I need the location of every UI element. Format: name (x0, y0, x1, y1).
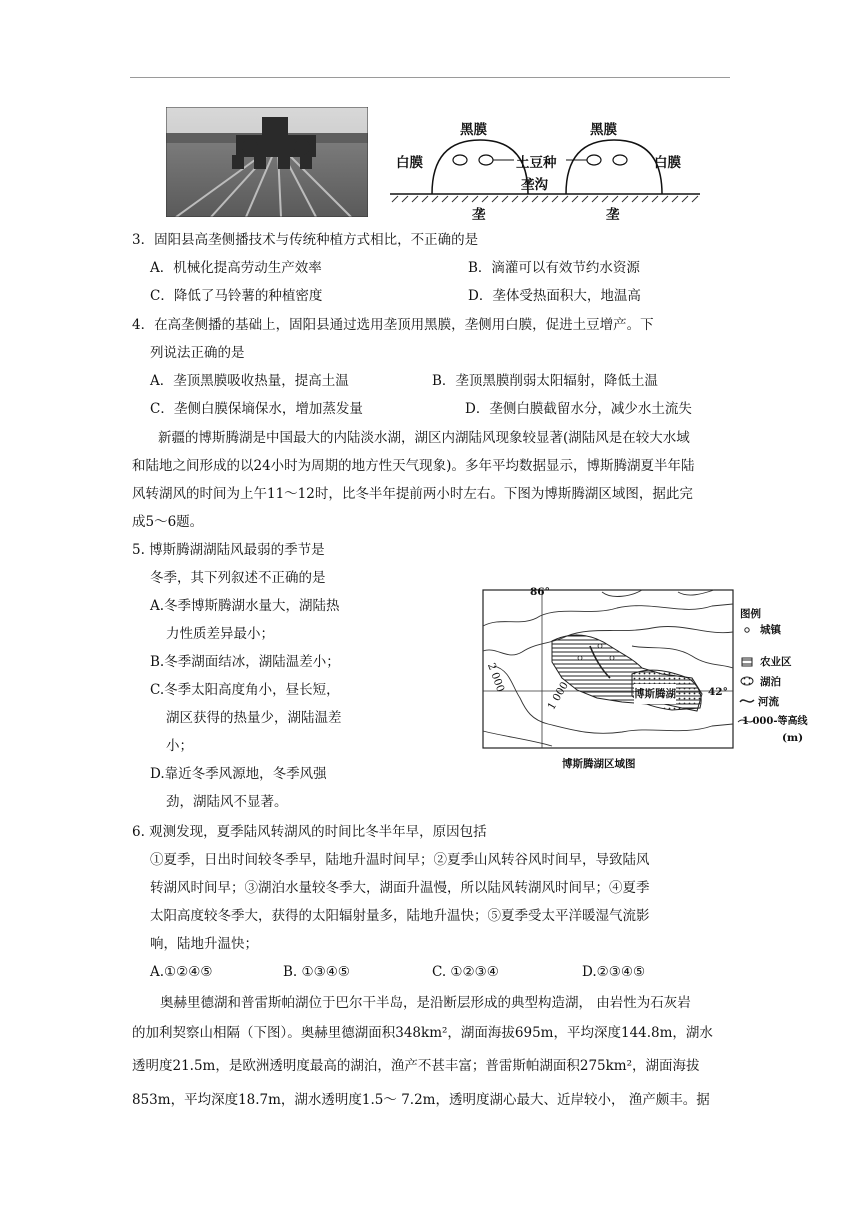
label-potato-seed: 土豆种 (516, 155, 557, 171)
q4-stem-line2: 列说法正确的是 (150, 345, 245, 361)
q6-option-b: B. ①③④⑤ (283, 964, 350, 980)
label-ridge-left: 垄 (472, 207, 486, 223)
map-longitude-label: 86° (530, 586, 550, 598)
legend-lake: 湖泊 (760, 676, 781, 688)
q5-option-c-line1: C.冬季太阳高度角小，昼长短， (150, 682, 340, 698)
label-black-film-right: 黑膜 (590, 122, 617, 138)
q5-option-c-line2: 湖区获得的热量少，湖陆温差 (166, 710, 342, 726)
contour-label-2000: 2 000 (484, 661, 507, 694)
q6-option-d: D.②③④⑤ (582, 964, 646, 980)
passage1-line4: 成5～6题。 (132, 514, 204, 530)
q5-stem-line1: 5. 博斯腾湖湖陆风最弱的季节是 (132, 542, 325, 558)
lake-name-label: 博斯腾湖 (634, 684, 676, 704)
q5-option-d-line2: 劲，湖陆风不显著。 (166, 794, 288, 810)
q5-option-a-line1: A.冬季博斯腾湖水量大，湖陆热 (150, 598, 340, 614)
q6-option-c: C. ①②③④ (432, 964, 499, 980)
q4-option-d: D．垄侧白膜截留水分，减少水土流失 (465, 401, 692, 417)
q6-statement-line2: 转湖风时间早；③湖泊水量较冬季大，湖面升温慢，所以陆风转湖风时间早；④夏季 (150, 880, 650, 896)
q3-stem: 3．固阳县高垄侧播技术与传统种植方式相比，不正确的是 (132, 232, 479, 248)
label-black-film-left: 黑膜 (460, 122, 487, 138)
q6-stem: 6. 观测发现，夏季陆风转湖风的时间比冬半年早，原因包括 (132, 824, 487, 840)
label-ridge-right: 垄 (606, 207, 620, 223)
legend-farm: 农业区 (760, 656, 792, 668)
q4-option-b: B．垄顶黑膜削弱太阳辐射，降低土温 (432, 373, 658, 389)
q5-option-b: B.冬季湖面结冰，湖陆温差小； (150, 654, 340, 670)
q6-statement-line1: ①夏季，日出时间较冬季早，陆地升温时间早；②夏季山风转谷风时间早，导致陆风 (150, 852, 650, 868)
passage1-line1: 新疆的博斯腾湖是中国最大的内陆淡水湖，湖区内湖陆风现象较显著(湖陆风是在较大水域 (158, 430, 690, 446)
legend-unit: (m) (782, 732, 804, 744)
q4-option-c: C．垄侧白膜保墒保水，增加蒸发量 (150, 401, 363, 417)
header-rule (130, 77, 730, 78)
passage2-line4: 853m，平均深度18.7m，湖水透明度1.5～ 7.2m，透明度湖心最大、近岸较小， 渔产颇丰。据 (132, 1092, 710, 1108)
tractor-photo (166, 107, 368, 217)
label-furrow: 垄沟 (521, 177, 548, 193)
map-latitude-label: 42° (708, 686, 728, 698)
passage2-line2: 的加利契察山相隔（下图）。奥赫里德湖面积348km²，湖面海拔695m，平均深度144.8m，湖水 (132, 1025, 713, 1041)
q5-option-c-line3: 小； (166, 738, 193, 754)
legend-title: 图例 (740, 608, 761, 620)
q4-option-a: A．垄顶黑膜吸收热量，提高土温 (150, 373, 349, 389)
q3-option-b: B．滴灌可以有效节约水资源 (468, 260, 640, 276)
passage2-line1: 奥赫里德湖和普雷斯帕湖位于巴尔干半岛，是沿断层形成的典型构造湖， 由岩性为石灰岩 (160, 995, 691, 1011)
q4-stem-line1: 4．在高垄侧播的基础上，固阳县通过选用垄顶用黑膜，垄侧用白膜，促进土豆增产。下 (132, 317, 654, 333)
q5-option-a-line2: 力性质差异最小； (166, 626, 274, 642)
passage2-line3: 透明度21.5m，是欧洲透明度最高的湖泊，渔产不甚丰富；普雷斯帕湖面积275km²，湖面海拔 (132, 1058, 700, 1074)
label-white-film-left: 白膜 (396, 155, 423, 171)
q3-option-c: C．降低了马铃薯的种植密度 (150, 288, 323, 304)
q6-statement-line3: 太阳高度较冬季大，获得的太阳辐射量多，陆地升温快；⑤夏季受太平洋暖湿气流影 (150, 908, 650, 924)
q6-statement-line4: 响，陆地升温快； (150, 936, 258, 952)
bosten-lake-map (482, 586, 818, 776)
q3-option-a: A．机械化提高劳动生产效率 (150, 260, 322, 276)
ridge-film-diagram (390, 118, 700, 228)
contour-label-1000: 1 000 (545, 679, 571, 712)
legend-contour: 1 000-等高线 (742, 716, 808, 727)
q6-option-a: A.①②④⑤ (150, 964, 213, 980)
q3-option-d: D．垄体受热面积大，地温高 (468, 288, 641, 304)
passage1-line2: 和陆地之间形成的以24小时为周期的地方性天气现象)。多年平均数据显示，博斯腾湖夏半年陆 (132, 458, 695, 474)
passage1-line3: 风转湖风的时间为上午11～12时，比冬半年提前两小时左右。下图为博斯腾湖区域图，据此完 (132, 486, 693, 502)
label-white-film-right: 白膜 (654, 155, 681, 171)
legend-river: 河流 (758, 696, 779, 708)
q5-option-d-line1: D.靠近冬季风源地，冬季风强 (150, 766, 327, 782)
legend-town: 城镇 (760, 624, 781, 636)
q5-stem-line2: 冬季，其下列叙述不正确的是 (150, 570, 326, 586)
map-caption: 博斯腾湖区域图 (562, 758, 636, 770)
